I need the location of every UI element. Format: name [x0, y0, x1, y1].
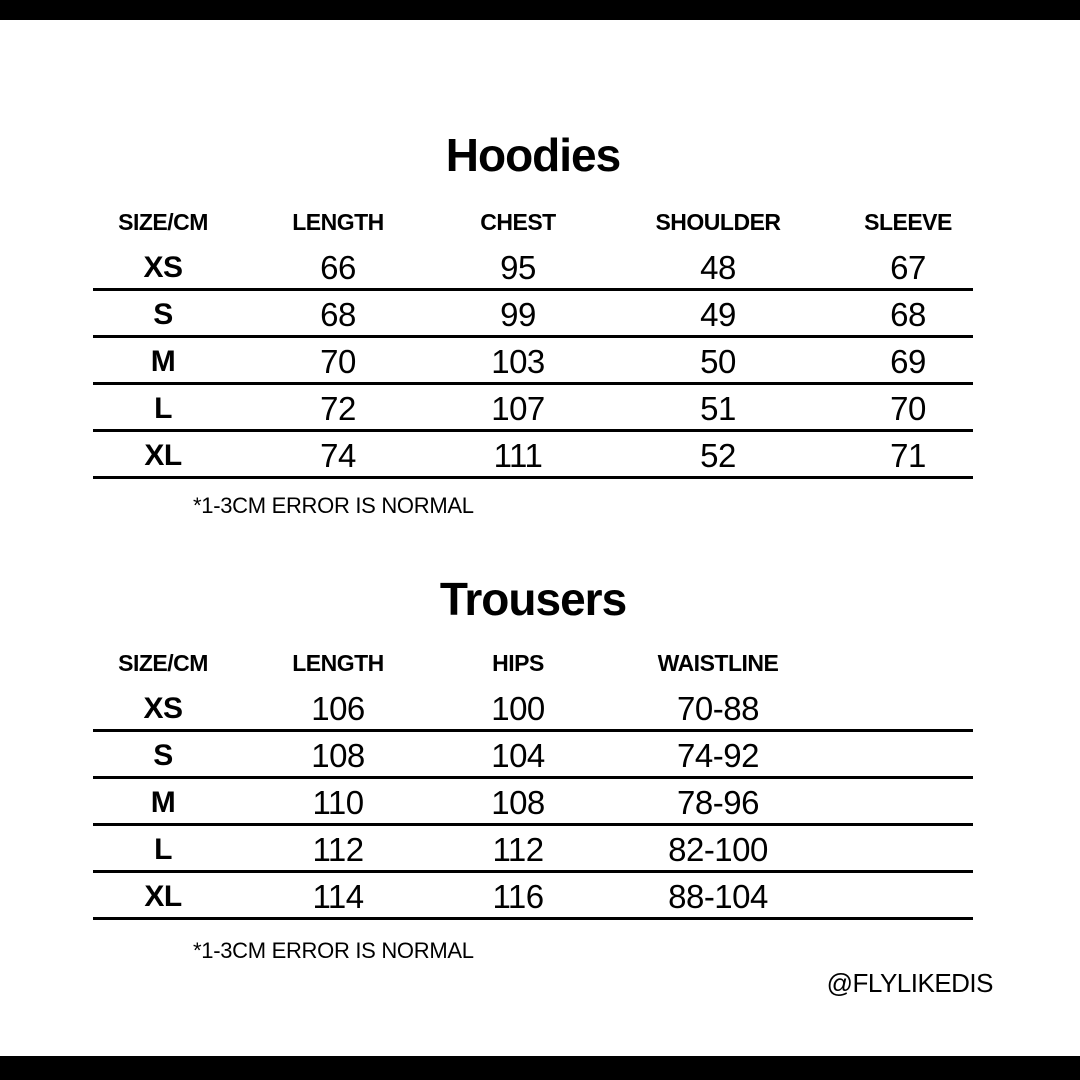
measurement-cell: 68 [890, 295, 926, 333]
measurement-cell: 50 [700, 342, 736, 380]
column-header: CHEST [480, 209, 556, 236]
trousers-error-note: *1-3CM ERROR IS NORMAL [193, 938, 474, 963]
hoodies-error-note: *1-3CM ERROR IS NORMAL [193, 493, 474, 518]
measurement-cell: 51 [700, 389, 736, 427]
measurement-cell: 95 [500, 248, 536, 286]
column-header: SIZE/CM [118, 209, 208, 236]
column-header: WAISTLINE [657, 650, 779, 677]
size-label-cell: S [153, 739, 173, 772]
measurement-cell: 68 [320, 295, 356, 333]
column-header: HIPS [492, 650, 544, 677]
top-border-bar [0, 0, 1080, 20]
measurement-cell: 69 [890, 342, 926, 380]
table-row [93, 732, 973, 779]
table-row [93, 291, 973, 338]
column-header: LENGTH [292, 209, 384, 236]
size-label-cell: XL [144, 880, 182, 913]
bottom-border-bar [0, 1056, 1080, 1080]
measurement-cell: 112 [492, 830, 544, 868]
table-row [93, 826, 973, 873]
hoodies-size-table [93, 204, 973, 479]
table-row [93, 873, 973, 920]
measurement-cell: 88-104 [668, 877, 768, 915]
size-label-cell: S [153, 298, 173, 331]
trousers-size-table [93, 645, 973, 920]
measurement-cell: 108 [491, 783, 545, 821]
measurement-cell: 107 [491, 389, 545, 427]
measurement-cell: 82-100 [668, 830, 768, 868]
trousers-table-body [93, 685, 973, 920]
column-header: SIZE/CM [118, 650, 208, 677]
measurement-cell: 106 [311, 689, 365, 727]
measurement-cell: 67 [890, 248, 926, 286]
social-handle: @FLYLIKEDIS [826, 968, 993, 998]
measurement-cell: 49 [700, 295, 736, 333]
measurement-cell: 114 [312, 877, 364, 915]
measurement-cell: 112 [312, 830, 364, 868]
measurement-cell: 70-88 [677, 689, 759, 727]
measurement-cell: 116 [492, 877, 544, 915]
measurement-cell: 99 [500, 295, 536, 333]
measurement-cell: 104 [491, 736, 545, 774]
size-label-cell: M [150, 345, 176, 378]
measurement-cell: 100 [491, 689, 545, 727]
column-header: SLEEVE [864, 209, 952, 236]
table-row [93, 244, 973, 291]
hoodies-title: Hoodies [445, 129, 621, 181]
table-row [93, 385, 973, 432]
table-row [93, 338, 973, 385]
measurement-cell: 70 [890, 389, 926, 427]
hoodies-section [93, 129, 973, 519]
measurement-cell: 110 [312, 783, 364, 821]
size-label-cell: L [154, 833, 172, 866]
hoodies-table-body [93, 244, 973, 479]
column-header: SHOULDER [655, 209, 781, 236]
size-label-cell: M [150, 786, 176, 819]
size-label-cell: XL [144, 439, 182, 472]
measurement-cell: 66 [320, 248, 356, 286]
measurement-cell: 48 [700, 248, 736, 286]
table-row [93, 685, 973, 732]
hoodies-table-header-row [93, 204, 973, 244]
size-label-cell: L [154, 392, 172, 425]
measurement-cell: 74-92 [677, 736, 759, 774]
column-header: LENGTH [292, 650, 384, 677]
size-label-cell: XS [143, 251, 183, 284]
measurement-cell: 74 [320, 436, 356, 474]
measurement-cell: 103 [491, 342, 545, 380]
measurement-cell: 71 [890, 436, 926, 474]
measurement-cell: 70 [320, 342, 356, 380]
table-row [93, 779, 973, 826]
trousers-section [93, 573, 973, 964]
measurement-cell: 52 [700, 436, 736, 474]
trousers-title: Trousers [439, 573, 627, 625]
measurement-cell: 108 [311, 736, 365, 774]
trousers-table-header-row [93, 645, 973, 685]
size-label-cell: XS [143, 692, 183, 725]
measurement-cell: 78-96 [677, 783, 759, 821]
measurement-cell: 111 [493, 436, 543, 474]
measurement-cell: 72 [320, 389, 356, 427]
table-row [93, 432, 973, 479]
